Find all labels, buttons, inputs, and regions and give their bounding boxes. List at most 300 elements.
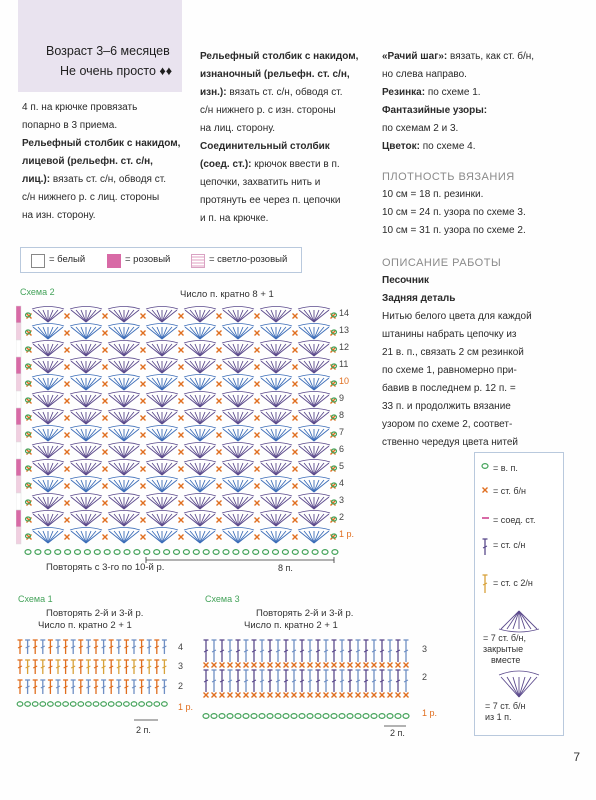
fan-stitch [276, 429, 286, 441]
fan-stitch [238, 463, 248, 475]
fan-stitch [114, 446, 124, 458]
fan-arc [32, 494, 64, 497]
fan-arc [108, 307, 140, 310]
sc-stitch [364, 693, 369, 698]
chain-stitch [379, 714, 385, 719]
sc-stitch [141, 399, 146, 404]
fan-arc [146, 307, 178, 310]
sc-stitch [292, 693, 297, 698]
row-color-strip [16, 391, 21, 408]
fan-stitch [86, 480, 96, 492]
color-legend [20, 247, 302, 273]
fan-stitch [114, 429, 124, 441]
scheme2-rule: Число п. кратно 8 + 1 [180, 289, 274, 300]
fan-stitch [162, 310, 172, 322]
fan-stitch [48, 361, 58, 373]
fan-stitch [190, 531, 200, 543]
row-color-strip [16, 357, 21, 374]
text-line [22, 171, 192, 189]
text-line [200, 66, 370, 84]
fan-stitch [304, 378, 314, 390]
chain-stitch [211, 714, 217, 719]
fan-arc [108, 460, 140, 463]
fan-arc [298, 409, 330, 412]
chain-stitch [332, 550, 338, 555]
fan-stitch [124, 327, 134, 339]
text-line: 21 в. п., связать 2 см резинкой [382, 347, 524, 358]
text: крючок ввести в п. [251, 159, 340, 170]
fan-stitch [38, 497, 48, 509]
chain-stitch [322, 550, 328, 555]
chain-stitch [203, 550, 209, 555]
sc-stitch [260, 693, 265, 698]
fan-arc [499, 671, 539, 675]
fan-stitch [152, 463, 162, 475]
fan-arc [108, 409, 140, 412]
chain-stitch [235, 714, 241, 719]
chain-stitch [65, 550, 71, 555]
fan-arc [108, 528, 140, 531]
fan-stitch [238, 395, 248, 407]
chain-stitch [331, 714, 337, 719]
fan-arc [222, 358, 254, 361]
fan-arc [146, 511, 178, 514]
header-box [18, 0, 182, 92]
fan-arc [146, 443, 178, 446]
fan-stitch [314, 480, 324, 492]
fan-stitch [190, 463, 200, 475]
sc-stitch [179, 348, 184, 353]
fan-stitch [190, 497, 200, 509]
column-1 [22, 99, 192, 225]
text: по схеме 4. [419, 141, 476, 152]
fan-stitch [124, 480, 134, 492]
fan-stitch [228, 344, 238, 356]
fan-stitch [124, 446, 134, 458]
sc-stitch [217, 382, 222, 387]
fan-arc [32, 307, 64, 310]
fan-stitch [48, 412, 58, 424]
fan-arc [70, 511, 102, 514]
fan-stitch [38, 327, 48, 339]
chain-stitch [307, 714, 313, 719]
fan-arc [184, 324, 216, 327]
fan-arc [146, 426, 178, 429]
fan-stitch [124, 395, 134, 407]
chain-stitch [183, 550, 189, 555]
fan-stitch [48, 344, 58, 356]
sc-stitch [260, 663, 265, 668]
row-color-strip [16, 442, 21, 459]
fan-stitch [76, 514, 86, 526]
fan-stitch [200, 378, 210, 390]
fan-stitch [76, 361, 86, 373]
fan-stitch [114, 480, 124, 492]
pink-swatch [107, 254, 121, 268]
fan-stitch [152, 327, 162, 339]
sc-stitch [316, 663, 321, 668]
fan-arc [70, 358, 102, 361]
sc-stitch [141, 382, 146, 387]
fan-stitch [152, 514, 162, 526]
fan-stitch [38, 429, 48, 441]
chain-stitch [63, 702, 69, 706]
fan-stitch [152, 412, 162, 424]
fan-stitch [114, 327, 124, 339]
chain-stitch [25, 550, 31, 555]
fan-stitch [228, 446, 238, 458]
term: Соединительный столбик [200, 141, 330, 152]
fan-stitch [228, 429, 238, 441]
fan-arc [222, 392, 254, 395]
fan-stitch [190, 361, 200, 373]
fan-stitch [86, 327, 96, 339]
sc-stitch [255, 382, 260, 387]
sc-stitch [204, 663, 209, 668]
sc-stitch [268, 693, 273, 698]
fan-arc [260, 477, 292, 480]
sc-stitch [293, 535, 298, 540]
text-line [22, 153, 192, 171]
sc-stitch [141, 433, 146, 438]
sc-stitch [255, 331, 260, 336]
fan-arc [298, 375, 330, 378]
sc-stitch [217, 535, 222, 540]
sc-stitch [236, 663, 241, 668]
sc-stitch [255, 348, 260, 353]
text-line: Нитью белого цвета для каждой [382, 311, 532, 322]
fan-arc [298, 341, 330, 344]
text-line: 10 см = 18 п. резинки. [382, 189, 484, 200]
sc-stitch [65, 518, 70, 523]
row-number: 5 [339, 461, 345, 471]
fan-stitch [200, 514, 210, 526]
sc-stitch [141, 501, 146, 506]
fan-stitch [114, 412, 124, 424]
fan-stitch [76, 463, 86, 475]
fan-arc [108, 426, 140, 429]
sc-stitch [65, 348, 70, 353]
fan-stitch [162, 446, 172, 458]
sc-stitch [388, 663, 393, 668]
fan-stitch [76, 446, 86, 458]
sc-stitch [308, 693, 313, 698]
fan-arc [184, 477, 216, 480]
text-line [382, 138, 582, 156]
cluster-symbol [507, 611, 519, 629]
sc-stitch [308, 663, 313, 668]
symbol-key [474, 452, 564, 736]
sc-stitch [65, 416, 70, 421]
row-number: 3 [339, 495, 345, 505]
chain-stitch [93, 702, 99, 706]
sc-stitch [65, 450, 70, 455]
text-line [200, 84, 370, 102]
fan-stitch [266, 344, 276, 356]
key-symbols [479, 459, 559, 731]
chain-stitch [78, 702, 84, 706]
row-number: 10 [339, 376, 350, 386]
sc-stitch [284, 693, 289, 698]
chain-stitch [371, 714, 377, 719]
sc-stitch [179, 382, 184, 387]
fan-arc [260, 443, 292, 446]
sc-stitch [65, 399, 70, 404]
fan-arc [222, 341, 254, 344]
row-number: 6 [339, 444, 345, 454]
chain-stitch [243, 550, 249, 555]
density-title: ПЛОТНОСТЬ ВЯЗАНИЯ [382, 171, 515, 183]
fan-stitch [238, 310, 248, 322]
fan-stitch [304, 480, 314, 492]
fan-stitch [304, 429, 314, 441]
sc-stitch [141, 484, 146, 489]
fan-arc [260, 528, 292, 531]
fan-arc [260, 494, 292, 497]
fan-arc [32, 511, 64, 514]
fan-arc [260, 375, 292, 378]
scheme3-title: Схема 3 [205, 594, 240, 604]
chain-stitch [482, 464, 488, 469]
row-number: 1 р. [339, 529, 355, 539]
fan-symbol [507, 677, 519, 697]
term: Резинка: [382, 87, 426, 98]
fan-stitch [314, 310, 324, 322]
chain-stitch [35, 550, 41, 555]
fan-stitch [38, 412, 48, 424]
fan-stitch [238, 514, 248, 526]
scheme3-rule: Число п. кратно 2 + 1 [244, 620, 338, 631]
fan-stitch [304, 463, 314, 475]
sc-stitch [212, 693, 217, 698]
chain-stitch [164, 550, 170, 555]
fan-stitch [86, 310, 96, 322]
fan-stitch [276, 497, 286, 509]
fan-arc [70, 409, 102, 412]
fan-stitch [86, 531, 96, 543]
fan-stitch [48, 531, 58, 543]
fan-arc [70, 426, 102, 429]
fan-arc [222, 443, 254, 446]
row-color-strip [16, 493, 21, 510]
fan-stitch [86, 446, 96, 458]
fan-stitch [38, 480, 48, 492]
sc-stitch [103, 484, 108, 489]
sc-stitch [255, 314, 260, 319]
fan-stitch [76, 310, 86, 322]
fan-stitch [162, 497, 172, 509]
text-line: протянуть ее через п. цепочки [200, 195, 341, 206]
sc-stitch [293, 314, 298, 319]
sc-stitch [404, 693, 409, 698]
fan-arc [32, 460, 64, 463]
fan-stitch [152, 497, 162, 509]
chain-stitch [355, 714, 361, 719]
sc-stitch [293, 365, 298, 370]
fan-arc [298, 494, 330, 497]
fan-arc [260, 341, 292, 344]
term: Фантазийные узоры: [382, 105, 488, 116]
chain-stitch [45, 550, 51, 555]
fan-stitch [162, 463, 172, 475]
fan-stitch [86, 378, 96, 390]
fan-stitch [314, 497, 324, 509]
text-line: цепочки, захватить нить и [200, 177, 321, 188]
fan-arc [222, 460, 254, 463]
sc-stitch [276, 693, 281, 698]
fan-arc [32, 443, 64, 446]
fan-arc [32, 409, 64, 412]
fan-stitch [86, 395, 96, 407]
sc-stitch [404, 663, 409, 668]
fan-stitch [314, 412, 324, 424]
sc-stitch [103, 348, 108, 353]
fan-stitch [314, 429, 324, 441]
sc-stitch [220, 663, 225, 668]
chain-stitch [86, 702, 92, 706]
chain-stitch [32, 702, 38, 706]
chain-stitch [94, 550, 100, 555]
fan-arc [32, 477, 64, 480]
fan-arc [222, 511, 254, 514]
fan-arc [70, 392, 102, 395]
fan-stitch [86, 497, 96, 509]
fan-stitch [314, 514, 324, 526]
row-color-strip [16, 476, 21, 493]
sc-stitch [103, 433, 108, 438]
row-number: 3 [422, 644, 428, 654]
fan-stitch [314, 327, 324, 339]
fan-arc [108, 358, 140, 361]
fan-arc [222, 426, 254, 429]
text: по схеме 1. [425, 87, 481, 98]
cluster-symbol [519, 611, 531, 629]
sc-stitch [179, 416, 184, 421]
chain-stitch [263, 550, 269, 555]
fan-stitch [238, 412, 248, 424]
fan-arc [184, 392, 216, 395]
fan-stitch [238, 429, 248, 441]
fan-arc [184, 307, 216, 310]
fan-arc [70, 528, 102, 531]
sc-stitch [179, 484, 184, 489]
fan-stitch [152, 446, 162, 458]
fan-arc [184, 460, 216, 463]
fan-stitch [114, 395, 124, 407]
sc-stitch [179, 535, 184, 540]
fan-arc [32, 392, 64, 395]
fan-stitch [38, 446, 48, 458]
scheme1-chart [16, 632, 198, 742]
fan-stitch [266, 395, 276, 407]
scheme3-repeat: Повторять 2-й и 3-й р. [256, 608, 354, 619]
sc-stitch [179, 450, 184, 455]
chain-stitch [312, 550, 318, 555]
sc-stitch [65, 365, 70, 370]
fan-stitch [114, 514, 124, 526]
fan-stitch [200, 327, 210, 339]
fan-stitch [124, 514, 134, 526]
fan-arc [108, 477, 140, 480]
white-swatch [31, 254, 45, 268]
fan-stitch [276, 446, 286, 458]
chain-stitch [134, 550, 140, 555]
cluster-arc [499, 629, 539, 632]
term: Рельефный столбик с накидом, [200, 51, 359, 62]
fan-stitch [266, 497, 276, 509]
text-line: с/н нижнего р. с лиц. стороны [22, 192, 160, 203]
legend-pink-label: = розовый [125, 254, 171, 265]
fan-stitch [48, 514, 58, 526]
fan-stitch [228, 497, 238, 509]
item-title: Песочник [382, 275, 430, 286]
sc-stitch [103, 416, 108, 421]
sc-stitch [179, 331, 184, 336]
row-color-strip [16, 527, 21, 544]
key-chain-label: = в. п. [493, 463, 518, 473]
fan-stitch [124, 497, 134, 509]
sc-stitch [220, 693, 225, 698]
fan-stitch [276, 480, 286, 492]
sc-stitch [293, 416, 298, 421]
fan-stitch [266, 446, 276, 458]
term: (соед. ст.): [200, 159, 252, 170]
difficulty-label: Не очень просто ♦♦ [60, 64, 173, 78]
row-number: 8 [339, 410, 345, 420]
fan-stitch [228, 514, 238, 526]
sc-stitch [217, 450, 222, 455]
fan-stitch [190, 514, 200, 526]
fan-stitch [124, 344, 134, 356]
fan-stitch [114, 344, 124, 356]
fan-arc [260, 358, 292, 361]
chain-stitch [114, 550, 120, 555]
fan-stitch [190, 429, 200, 441]
fan-arc [298, 477, 330, 480]
fan-stitch [266, 378, 276, 390]
chain-stitch [84, 550, 90, 555]
text-line: попарно в 3 приема. [22, 120, 118, 131]
fan-stitch [276, 412, 286, 424]
fan-stitch [200, 480, 210, 492]
row-number: 4 [339, 478, 345, 488]
fan-stitch [228, 378, 238, 390]
fan-stitch [76, 327, 86, 339]
fan-stitch [86, 463, 96, 475]
sc-stitch [179, 518, 184, 523]
sc-stitch [332, 663, 337, 668]
fan-arc [108, 341, 140, 344]
fan-stitch [200, 361, 210, 373]
text-line: бавив в последнем р. 12 п. = [382, 383, 516, 394]
fan-stitch [76, 344, 86, 356]
fan-stitch [314, 463, 324, 475]
fan-stitch [304, 446, 314, 458]
fan-stitch [38, 395, 48, 407]
chain-stitch [124, 550, 130, 555]
fan-arc [298, 392, 330, 395]
sc-stitch [141, 467, 146, 472]
chain-stitch [267, 714, 273, 719]
fan-stitch [76, 497, 86, 509]
width-label: 2 п. [390, 728, 405, 738]
fan-stitch [304, 497, 314, 509]
sc-stitch [179, 433, 184, 438]
fan-arc [146, 324, 178, 327]
chain-stitch [154, 550, 160, 555]
chain-stitch [193, 550, 199, 555]
fan-stitch [228, 361, 238, 373]
